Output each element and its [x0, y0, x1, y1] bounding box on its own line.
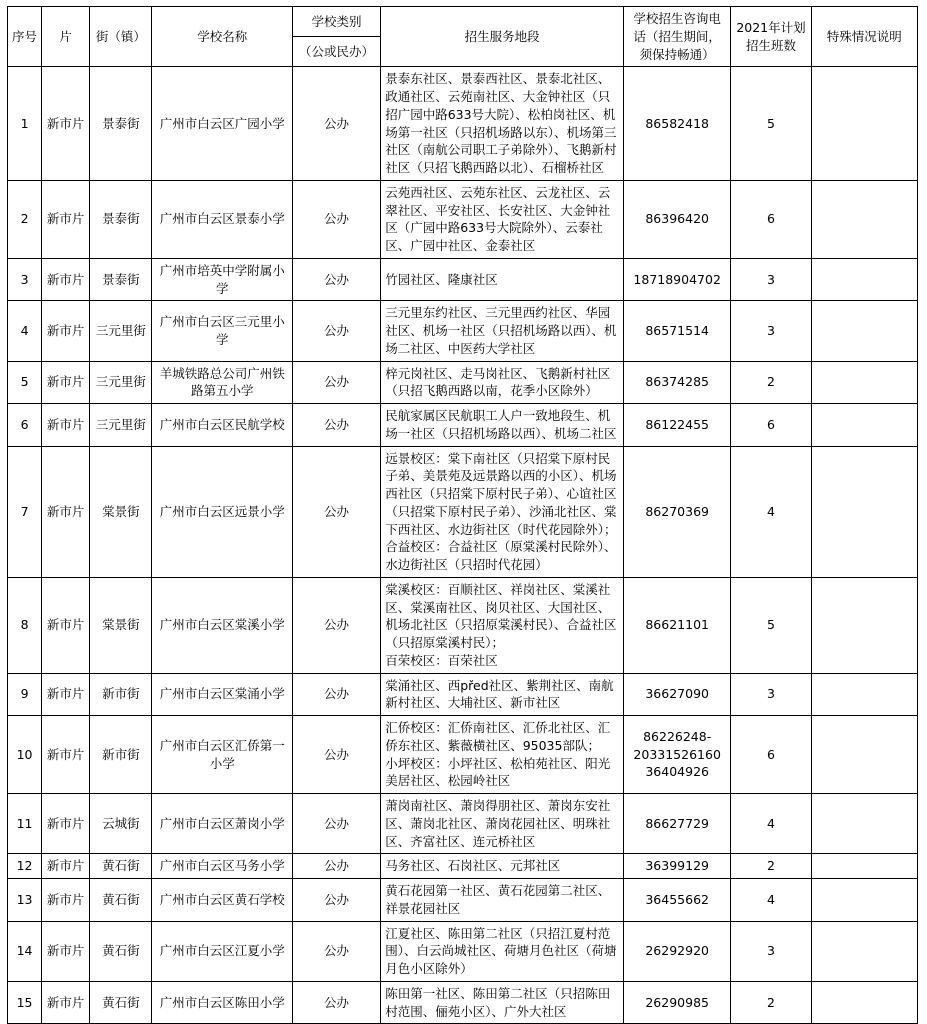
cell-zone: 民航家属区民航职工人户一致地段生、机场一社区（只招机场路以西）、机场二社区	[381, 404, 624, 447]
cell-phone: 86621101	[624, 577, 731, 673]
cell-class-plan: 2	[731, 361, 811, 404]
cell-zone: 远景校区：棠下南社区（只招棠下原村民子弟、美景苑及远景路以西的小区）、机场西社区（只招棠下原村民子弟）、心谊社区（只招棠下原村民子弟）、沙涌北社区、棠下西社区、水边街社区（时代花园除外）； 合益校区：合益社区（原棠溪村民除外）、水边街社区（只招时代花园）	[381, 446, 624, 577]
cell-seq: 3	[8, 258, 42, 301]
cell-seq: 13	[8, 879, 42, 922]
cell-school-type: 公办	[292, 921, 380, 981]
cell-area: 新市片	[42, 361, 90, 404]
header-seq: 序号	[8, 7, 42, 67]
cell-remark	[811, 577, 917, 673]
cell-class-plan: 6	[731, 716, 811, 794]
cell-zone: 棠溪校区：百顺社区、祥岗社区、棠溪社区、棠溪南社区、岗贝社区、大国社区、机场北社区（只招原棠溪村民）、合益社区（只招原棠溪村民）； 百荣校区：百荣社区	[381, 577, 624, 673]
cell-remark	[811, 879, 917, 922]
cell-school-type: 公办	[292, 404, 380, 447]
document-page	[0, 6, 927, 1019]
cell-zone: 陈田第一社区、陈田第二社区（只招陈田村范围、俪苑小区）、广外大社区	[381, 981, 624, 1024]
cell-school: 广州市白云区景泰小学	[152, 180, 292, 258]
cell-phone: 36627090	[624, 673, 731, 716]
cell-phone: 86571514	[624, 301, 731, 361]
cell-remark	[811, 794, 917, 854]
cell-zone: 竹园社区、隆康社区	[381, 258, 624, 301]
cell-area: 新市片	[42, 301, 90, 361]
cell-seq: 5	[8, 361, 42, 404]
cell-area: 新市片	[42, 577, 90, 673]
cell-street: 棠景街	[90, 577, 152, 673]
cell-class-plan: 4	[731, 794, 811, 854]
cell-remark	[811, 258, 917, 301]
cell-seq: 11	[8, 794, 42, 854]
cell-seq: 6	[8, 404, 42, 447]
cell-class-plan: 3	[731, 921, 811, 981]
cell-school: 广州市白云区马务小学	[152, 854, 292, 879]
cell-school-type: 公办	[292, 981, 380, 1024]
cell-phone: 36399129	[624, 854, 731, 879]
cell-remark	[811, 361, 917, 404]
cell-school: 广州市白云区黄石学校	[152, 879, 292, 922]
cell-seq: 8	[8, 577, 42, 673]
cell-seq: 15	[8, 981, 42, 1024]
cell-seq: 2	[8, 180, 42, 258]
header-area: 片	[42, 7, 90, 67]
cell-phone: 26290985	[624, 981, 731, 1024]
cell-street: 景泰街	[90, 258, 152, 301]
cell-zone: 黄石花园第一社区、黄石花园第二社区、祥景花园社区	[381, 879, 624, 922]
cell-school-type: 公办	[292, 258, 380, 301]
table-row	[8, 301, 918, 361]
cell-school: 广州市白云区三元里小学	[152, 301, 292, 361]
header-school: 学校名称	[152, 7, 292, 67]
cell-phone: 86627729	[624, 794, 731, 854]
cell-school-type: 公办	[292, 879, 380, 922]
cell-school: 广州市白云区广园小学	[152, 67, 292, 181]
cell-class-plan: 2	[731, 854, 811, 879]
cell-remark	[811, 404, 917, 447]
cell-street: 景泰街	[90, 67, 152, 181]
cell-street: 黄石街	[90, 879, 152, 922]
cell-school: 广州市白云区江夏小学	[152, 921, 292, 981]
cell-street: 新市街	[90, 673, 152, 716]
cell-seq: 14	[8, 921, 42, 981]
header-school-type: 学校类别	[292, 7, 380, 37]
cell-remark	[811, 981, 917, 1024]
cell-class-plan: 3	[731, 673, 811, 716]
cell-seq: 4	[8, 301, 42, 361]
cell-seq: 1	[8, 67, 42, 181]
cell-school: 广州市培英中学附属小学	[152, 258, 292, 301]
cell-zone: 汇侨校区：汇侨南社区、汇侨北社区、汇侨东社区、紫薇横社区、95035部队； 小坪校区：小坪社区、松柏苑社区、阳光美居社区、松园岭社区	[381, 716, 624, 794]
cell-phone: 86270369	[624, 446, 731, 577]
cell-zone: 三元里东约社区、三元里西约社区、华园社区、机场一社区（只招机场路以西）、机场二社区、中医药大学社区	[381, 301, 624, 361]
table-row	[8, 879, 918, 922]
table-row	[8, 361, 918, 404]
cell-seq: 12	[8, 854, 42, 879]
cell-class-plan: 5	[731, 577, 811, 673]
cell-remark	[811, 854, 917, 879]
cell-school-type: 公办	[292, 716, 380, 794]
cell-phone: 86122455	[624, 404, 731, 447]
table-row	[8, 981, 918, 1024]
cell-school: 广州市白云区民航学校	[152, 404, 292, 447]
cell-street: 三元里街	[90, 361, 152, 404]
cell-area: 新市片	[42, 854, 90, 879]
cell-school-type: 公办	[292, 854, 380, 879]
cell-zone: 景泰东社区、景泰西社区、景泰北社区、政通社区、云苑南社区、大金钟社区（只招广园中路633号大院）、松柏岗社区、机场第一社区（只招机场路以东）、机场第三社区（南航公司职工子弟除外）、飞鹅新村社区（只招飞鹅西路以北）、石榴桥社区	[381, 67, 624, 181]
cell-area: 新市片	[42, 716, 90, 794]
cell-area: 新市片	[42, 673, 90, 716]
cell-remark	[811, 446, 917, 577]
cell-class-plan: 2	[731, 981, 811, 1024]
cell-school-type: 公办	[292, 361, 380, 404]
cell-area: 新市片	[42, 879, 90, 922]
cell-school: 广州市白云区汇侨第一小学	[152, 716, 292, 794]
table-row	[8, 854, 918, 879]
cell-street: 黄石街	[90, 921, 152, 981]
cell-area: 新市片	[42, 404, 90, 447]
cell-school-type: 公办	[292, 67, 380, 181]
cell-phone: 86374285	[624, 361, 731, 404]
cell-class-plan: 5	[731, 67, 811, 181]
table-row	[8, 67, 918, 181]
cell-area: 新市片	[42, 258, 90, 301]
table-row	[8, 446, 918, 577]
cell-zone: 棠涌社区、西před社区、紫荆社区、南航新村社区、大埔社区、新市社区	[381, 673, 624, 716]
cell-phone: 86582418	[624, 67, 731, 181]
table-row	[8, 258, 918, 301]
header-remark: 特殊情况说明	[811, 7, 917, 67]
cell-phone: 86396420	[624, 180, 731, 258]
header-school-type-sub: （公或民办）	[292, 37, 380, 67]
cell-class-plan: 6	[731, 180, 811, 258]
table-header	[8, 7, 918, 67]
header-zone: 招生服务地段	[381, 7, 624, 67]
cell-remark	[811, 716, 917, 794]
cell-school-type: 公办	[292, 180, 380, 258]
cell-area: 新市片	[42, 446, 90, 577]
cell-phone: 36455662	[624, 879, 731, 922]
cell-remark	[811, 673, 917, 716]
cell-seq: 7	[8, 446, 42, 577]
cell-zone: 江夏社区、陈田第二社区（只招江夏村范围）、白云尚城社区、荷塘月色社区（荷塘月色小区除外）	[381, 921, 624, 981]
cell-street: 景泰街	[90, 180, 152, 258]
cell-street: 黄石街	[90, 981, 152, 1024]
cell-school: 广州市白云区棠溪小学	[152, 577, 292, 673]
cell-area: 新市片	[42, 794, 90, 854]
school-enrollment-table	[7, 6, 918, 1024]
cell-school-type: 公办	[292, 301, 380, 361]
cell-seq: 10	[8, 716, 42, 794]
cell-school: 广州市白云区陈田小学	[152, 981, 292, 1024]
cell-school-type: 公办	[292, 446, 380, 577]
cell-school: 广州市白云区棠涌小学	[152, 673, 292, 716]
cell-street: 三元里街	[90, 404, 152, 447]
cell-street: 黄石街	[90, 854, 152, 879]
cell-class-plan: 4	[731, 446, 811, 577]
cell-street: 三元里街	[90, 301, 152, 361]
cell-remark	[811, 180, 917, 258]
table-row	[8, 673, 918, 716]
header-phone: 学校招生咨询电话（招生期间，须保持畅通）	[624, 7, 731, 67]
cell-class-plan: 3	[731, 258, 811, 301]
header-class-plan: 2021年计划招生班数	[731, 7, 811, 67]
cell-school: 羊城铁路总公司广州铁路第五小学	[152, 361, 292, 404]
cell-remark	[811, 921, 917, 981]
cell-zone: 萧岗南社区、萧岗得朋社区、萧岗东安社区、萧岗北社区、萧岗花园社区、明珠社区、齐富社区、连元桥社区	[381, 794, 624, 854]
cell-area: 新市片	[42, 981, 90, 1024]
cell-zone: 云苑西社区、云苑东社区、云龙社区、云翠社区、平安社区、长安社区、大金钟社区（广园中路633号大院除外）、云泰社区、广园中社区、金泰社区	[381, 180, 624, 258]
cell-area: 新市片	[42, 921, 90, 981]
cell-remark	[811, 67, 917, 181]
cell-phone: 18718904702	[624, 258, 731, 301]
cell-school: 广州市白云区萧岗小学	[152, 794, 292, 854]
cell-class-plan: 3	[731, 301, 811, 361]
cell-class-plan: 4	[731, 879, 811, 922]
cell-school: 广州市白云区远景小学	[152, 446, 292, 577]
table-row	[8, 404, 918, 447]
table-body	[8, 67, 918, 1024]
cell-class-plan: 6	[731, 404, 811, 447]
header-row-top	[8, 7, 918, 37]
cell-street: 云城街	[90, 794, 152, 854]
cell-street: 新市街	[90, 716, 152, 794]
cell-remark	[811, 301, 917, 361]
cell-zone: 梓元岗社区、走马岗社区、飞鹅新村社区（只招飞鹅西路以南，花季小区除外）	[381, 361, 624, 404]
cell-area: 新市片	[42, 180, 90, 258]
table-row	[8, 180, 918, 258]
cell-area: 新市片	[42, 67, 90, 181]
cell-street: 棠景街	[90, 446, 152, 577]
cell-school-type: 公办	[292, 577, 380, 673]
cell-phone: 86226248-20331526160 36404926	[624, 716, 731, 794]
cell-zone: 马务社区、石岗社区、元邦社区	[381, 854, 624, 879]
table-row	[8, 921, 918, 981]
cell-seq: 9	[8, 673, 42, 716]
table-row	[8, 716, 918, 794]
table-row	[8, 577, 918, 673]
cell-school-type: 公办	[292, 794, 380, 854]
cell-school-type: 公办	[292, 673, 380, 716]
table-row	[8, 794, 918, 854]
header-street: 街（镇）	[90, 7, 152, 67]
cell-phone: 26292920	[624, 921, 731, 981]
